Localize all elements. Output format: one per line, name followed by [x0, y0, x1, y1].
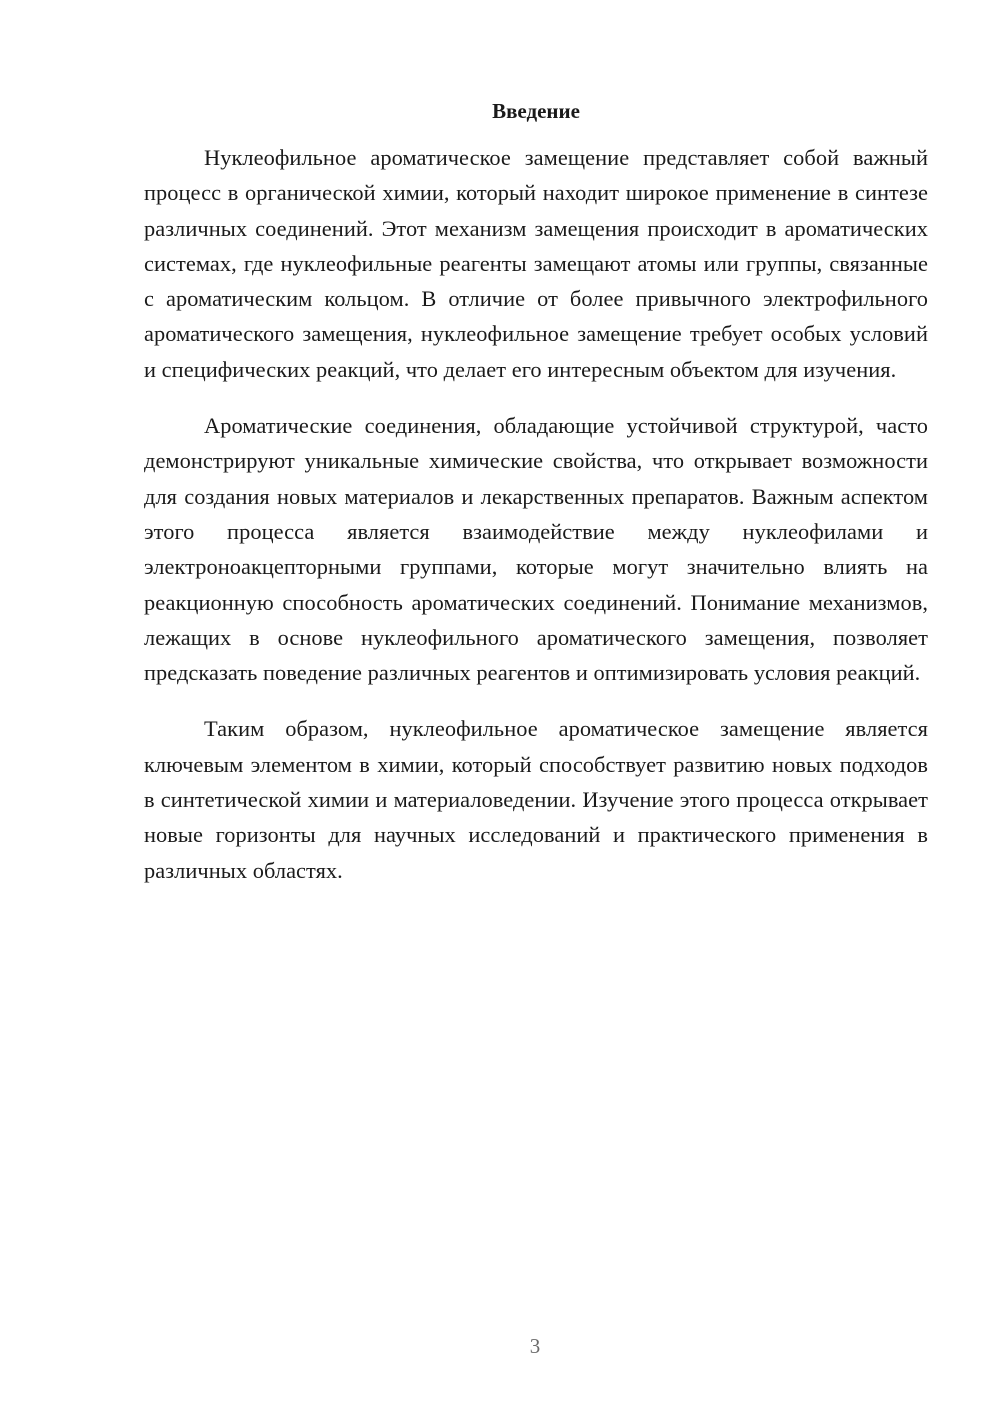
section-title: Введение	[492, 99, 580, 123]
paragraph-1: Нуклеофильное ароматическое замещение представляет собой важный процесс в органической химии, который находит широкое применение в синтезе различных соединений. Этот механизм замещения происходит в ароматических системах, где нуклеофильные реагенты замещают атомы или группы, связанные с ароматическим кольцом. В отличие от более привычного электрофильного ароматического замещения, нуклеофильное замещение требует особых условий и специфических реакций, что делает его интересным объектом для изучения.	[144, 145, 928, 382]
page-content	[144, 96, 928, 909]
paragraph-2: Ароматические соединения, обладающие устойчивой структурой, часто демонстрируют уникальные химические свойства, что открывает возможности для создания новых материалов и лекарственных препаратов. Важным аспектом этого процесса является взаимодействие между нуклеофилами и электроноакцепторными группами, которые могут значительно влиять на реакционную способность ароматических соединений. Понимание механизмов, лежащих в основе нуклеофильного ароматического замещения, позволяет предсказать поведение различных реагентов и оптимизировать условия реакций.	[144, 413, 928, 686]
page-number: 3	[529, 1334, 541, 1358]
paragraph-3: Таким образом, нуклеофильное ароматическое замещение является ключевым элементом в химии, который способствует развитию новых подходов в синтетической химии и материаловедении. Изучение этого процесса открывает новые горизонты для научных исследований и практического применения в различных областях.	[144, 716, 928, 883]
